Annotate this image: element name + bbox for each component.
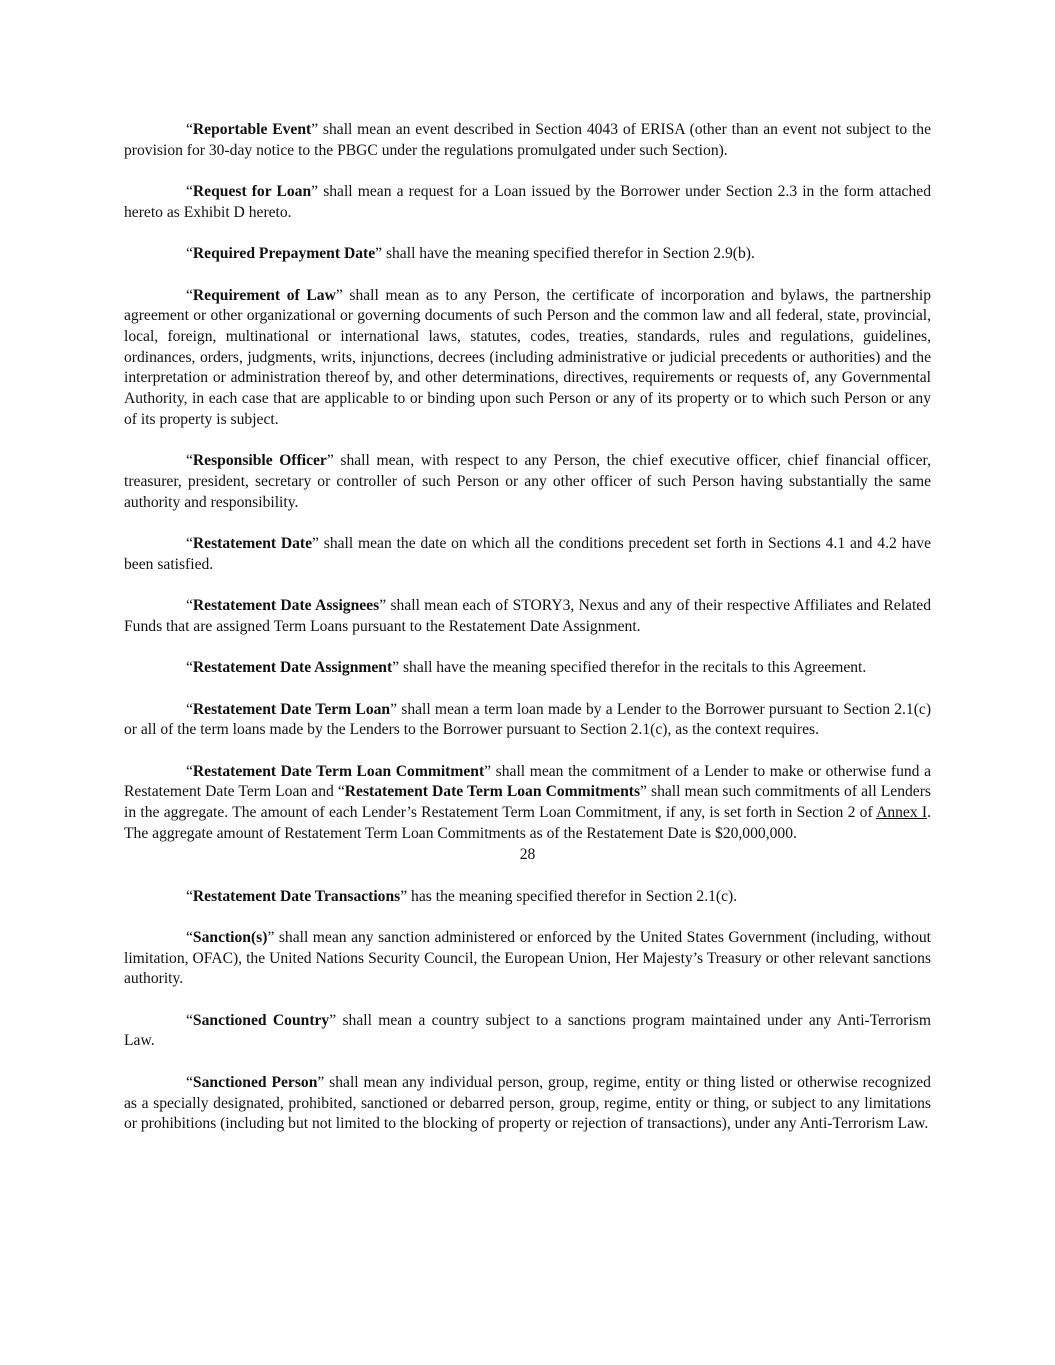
- defined-term: Restatement Date: [192, 534, 313, 552]
- defined-term: Restatement Date Transactions: [192, 887, 401, 905]
- annex-reference: Annex I: [876, 804, 928, 822]
- definition-paragraph: “Restatement Date Term Loan Commitment” shall mean the commitment of a Lender to make or otherwise fund a Restatement Date Term Loan and “Restatement Date Term Loan Commitments” shall mean such commitments of all Lenders in the aggregate. The amount of each Lender’s Restatement Term Loan Commitment, if any, is set forth in Section 2 of Annex I. The aggregate amount of Restatement Term Loan Commitments as of the Restatement Date is $20,000,000.: [124, 762, 931, 842]
- definition-paragraph: “Requirement of Law” shall mean as to any Person, the certificate of incorporation and bylaws, the partnership agreement or other organizational or governing documents of such Person and the common law and all federal, state, provincial, local, foreign, multinational or international laws, statutes, codes, treaties, standards, rules and regulations, guidelines, ordinances, orders, judgments, writs, injunctions, decrees (including administrative or judicial precedents or authorities) and the interpretation or administration thereof by, and other determinations, directives, requirements or requests of, any Governmental Authority, in each case that are applicable to or binding upon such Person or any of its property or to which such Person or any of its property is subject.: [124, 286, 931, 428]
- definition-text: shall mean a term loan made by a Lender to the Borrower pursuant to Section 2.1(c) or all of the term loans made by the Lenders to the Borrower pursuant to Section 2.1(c), as the context requires.: [124, 700, 932, 739]
- definition-paragraph: “Reportable Event” shall mean an event described in Section 4043 of ERISA (other than an event not subject to the provision for 30-day notice to the PBGC under the regulations promulgated under such Section).: [124, 121, 932, 159]
- definition-text: shall mean each of STORY3, Nexus and any of their respective Affiliates and Related Funds that are assigned Term Loans pursuant to the Restatement Date Assignment.: [124, 597, 931, 635]
- definition-paragraph: “Restatement Date” shall mean the date on which all the conditions precedent set forth in Sections 4.1 and 4.2 have been satisfied.: [124, 534, 931, 573]
- definition-text: shall mean as to any Person, the certificate of incorporation and bylaws, the partnership agreement or other organizational or governing documents of such Person and the common law and all federal, state, provincial, local, foreign, multinational or international laws, statutes, codes, treaties, standards, rules and regulations, guidelines, ordinances, orders, judgments, writs, injunctions, decrees (including administrative or judicial precedents or authorities) and the interpretation or administration thereof by, and other determinations, directives, requirements or requests of, any Governmental Authority, in each case that are applicable to or binding upon such Person or any of its property or to which such Person or any of its property is subject.: [124, 286, 931, 428]
- definition-text: shall have the meaning specified therefor in Section 2.9(b).: [382, 245, 755, 263]
- definition-paragraph: “Restatement Date Term Loan” shall mean a term loan made by a Lender to the Borrower pursuant to Section 2.1(c) or all of the term loans made by the Lenders to the Borrower pursuant to Section 2.1(c), as the context requires.: [124, 700, 932, 739]
- definition-text: shall mean the date on which all the conditions precedent set forth in Sections 4.1 and 4.2 have been satisfied.: [124, 534, 931, 573]
- definition-text: ” shall mean such commitments of all Lenders in the aggregate. The amount of each Lender’s Restatement Term Loan Commitment, if any, is set forth in Section 2 of: [124, 783, 931, 822]
- defined-term: Reportable Event: [192, 121, 312, 138]
- definition-paragraph: “Restatement Date Transactions” has the meaning specified therefor in Section 2.1(c).: [186, 887, 738, 905]
- definition-text: shall mean an event described in Section 4043 of ERISA (other than an event not subject to the provision for 30-day notice to the PBGC under the regulations promulgated under such Section).: [124, 121, 932, 159]
- defined-term: Restatement Date Term Loan Commitments: [344, 783, 641, 801]
- definition-paragraph: “Restatement Date Assignees” shall mean each of STORY3, Nexus and any of their respective Affiliates and Related Funds that are assigned Term Loans pursuant to the Restatement Date Assignment.: [124, 597, 931, 635]
- definition-text: shall mean any sanction administered or enforced by the United States Government (including, without limitation, OFAC), the United Nations Security Council, the European Union, Her Majesty’s Treasury or other relevant sanctions authority.: [124, 928, 931, 988]
- definition-paragraph: “Required Prepayment Date” shall have the meaning specified therefor in Section 2.9(b).: [186, 245, 755, 263]
- defined-term: Sanctioned Person: [192, 1073, 318, 1091]
- defined-term: Restatement Date Term Loan: [192, 700, 391, 718]
- definition-text: shall mean, with respect to any Person, the chief executive officer, chief financial officer, treasurer, president, secretary or controller of such Person or any other officer of such Person having substantially the same authority and responsibility.: [124, 452, 931, 511]
- definition-text: has the meaning specified therefor in Section 2.1(c).: [407, 887, 738, 905]
- definition-text: shall mean the commitment of a Lender to make or otherwise fund a Restatement Date Term Loan and “: [124, 762, 931, 801]
- definition-paragraph: “Sanction(s)” shall mean any sanction administered or enforced by the United States Government (including, without limitation, OFAC), the United Nations Security Council, the European Union, Her Majesty’s Treasury or other relevant sanctions authority.: [124, 928, 931, 988]
- defined-term: Restatement Date Assignees: [192, 597, 380, 615]
- defined-term: Requirement of Law: [192, 286, 336, 304]
- definition-text: shall mean a request for a Loan issued by the Borrower under Section 2.3 in the form attached hereto as Exhibit D hereto.: [124, 183, 931, 221]
- definition-paragraph: “Restatement Date Assignment” shall have the meaning specified therefor in the recitals to this Agreement.: [186, 659, 867, 677]
- definition-text: shall mean a country subject to a sanctions program maintained under any Anti-Terrorism Law.: [124, 1011, 931, 1050]
- defined-term: Responsible Officer: [192, 452, 327, 470]
- definition-text: shall have the meaning specified therefor in the recitals to this Agreement.: [399, 659, 867, 677]
- definition-paragraph: “Request for Loan” shall mean a request for a Loan issued by the Borrower under Section 2.3 in the form attached hereto as Exhibit D hereto.: [124, 183, 931, 221]
- definition-paragraph: “Sanctioned Person” shall mean any individual person, group, regime, entity or thing listed or otherwise recognized as a specially designated, prohibited, sanctioned or debarred person, group, regime, entity or thing, or subject to any limitations or prohibitions (including but not limited to the blocking of property or rejection of transactions), under any Anti-Terrorism Law.: [124, 1073, 931, 1133]
- defined-term: Restatement Date Term Loan Commitment: [192, 762, 485, 780]
- defined-term: Required Prepayment Date: [192, 245, 376, 263]
- defined-term: Request for Loan: [192, 183, 312, 201]
- definition-text: shall mean any individual person, group, regime, entity or thing listed or otherwise recognized as a specially designated, prohibited, sanctioned or debarred person, group, regime, entity or thing, or subject to any limitations or prohibitions (including but not limited to the blocking of property or rejection of transactions), under any Anti-Terrorism Law.: [124, 1073, 931, 1133]
- document-page: [124, 120, 931, 1156]
- definition-paragraph: “Responsible Officer” shall mean, with respect to any Person, the chief executive officer, chief financial officer, treasurer, president, secretary or controller of such Person or any other officer of such Person having substantially the same authority and responsibility.: [124, 452, 931, 511]
- defined-term: Sanctioned Country: [192, 1011, 330, 1029]
- page-number: 28: [519, 846, 536, 864]
- defined-term: Restatement Date Assignment: [192, 659, 393, 677]
- definition-paragraph: “Sanctioned Country” shall mean a country subject to a sanctions program maintained under any Anti-Terrorism Law.: [124, 1011, 931, 1050]
- defined-term: Sanction(s): [192, 928, 268, 946]
- definition-text: . The aggregate amount of Restatement Term Loan Commitments as of the Restatement Date is $20,000,000.: [124, 804, 931, 842]
